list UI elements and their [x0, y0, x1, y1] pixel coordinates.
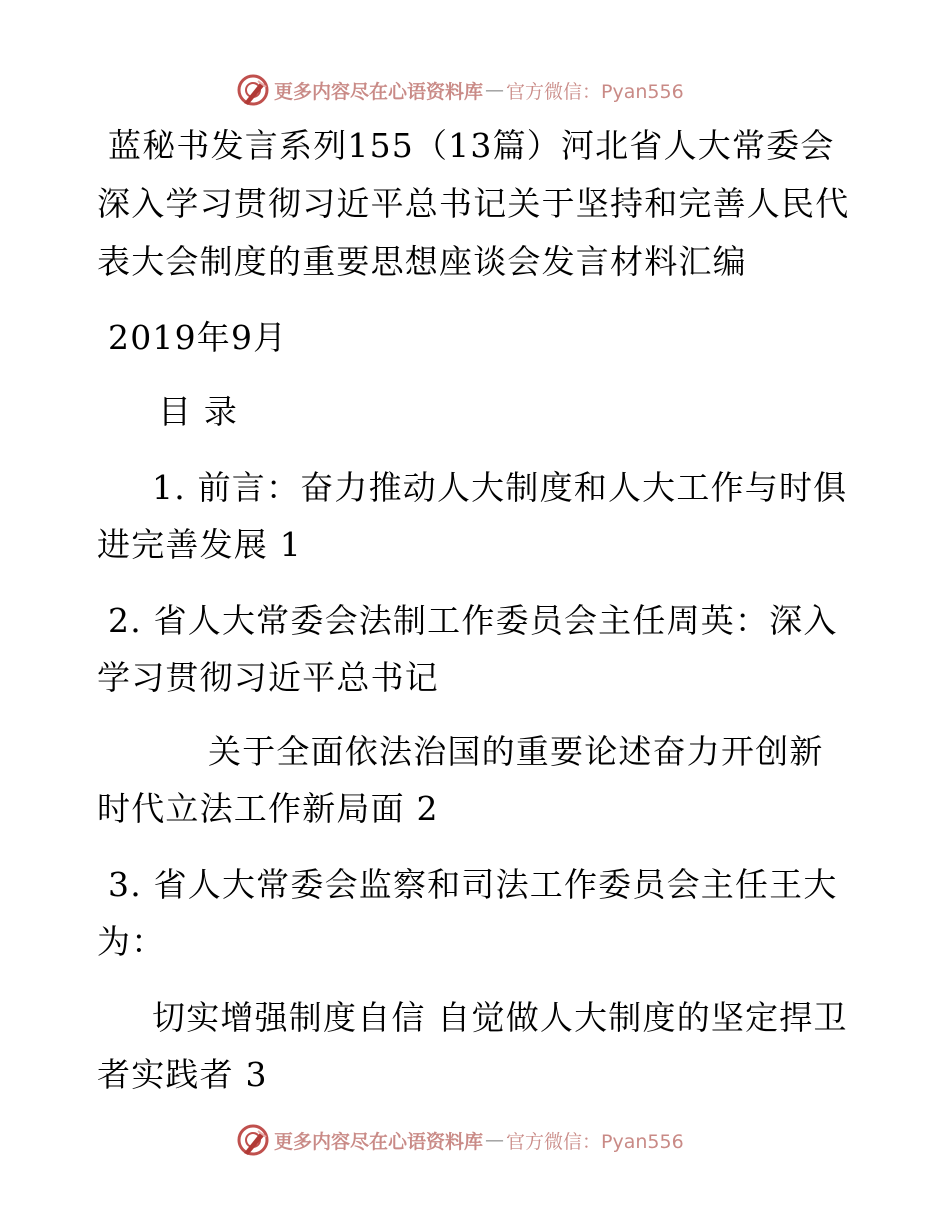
toc-item-3-line-2: 为： [97, 922, 166, 961]
watermark-footer [236, 1122, 684, 1158]
toc-item-3-line-3: 切实增强制度自信 自觉做人大制度的坚定捍卫 [152, 998, 848, 1037]
watermark-brand: 更多内容尽在心语资料库 [274, 80, 484, 103]
watermark-separator: — [485, 1129, 505, 1151]
toc-item-2-line-3: 关于全面依法治国的重要论述奋力开创新 [208, 732, 824, 771]
watermark-contact: 官方微信：Pyan556 [506, 80, 684, 103]
toc-heading: 目 录 [158, 392, 239, 431]
watermark-brand: 更多内容尽在心语资料库 [274, 1130, 484, 1153]
doc-title-line-1: 蓝秘书发言系列155（13篇）河北省人大常委会 [108, 126, 835, 165]
toc-item-1-line-1: 1. 前言：奋力推动人大制度和人大工作与时俱 [152, 468, 848, 507]
toc-item-1-line-2: 进完善发展 1 [97, 525, 302, 564]
toc-item-2-line-2: 学习贯彻习近平总书记 [97, 658, 439, 697]
toc-item-2-line-1: 2. 省人大常委会法制工作委员会主任周英：深入 [108, 601, 838, 640]
watermark-separator: — [485, 79, 505, 101]
doc-title-line-2: 深入学习贯彻习近平总书记关于坚持和完善人民代 [97, 184, 850, 223]
toc-item-3-line-1: 3. 省人大常委会监察和司法工作委员会主任王大 [108, 865, 838, 904]
doc-date: 2019年9月 [108, 318, 288, 357]
watermark-contact: 官方微信：Pyan556 [506, 1130, 684, 1153]
pen-logo-icon [236, 73, 270, 107]
doc-title-line-3: 表大会制度的重要思想座谈会发言材料汇编 [97, 242, 747, 281]
pen-logo-icon [236, 1123, 270, 1157]
toc-item-2-line-4: 时代立法工作新局面 2 [97, 789, 439, 828]
watermark-header [236, 72, 684, 108]
toc-item-3-line-4: 者实践者 3 [97, 1055, 268, 1094]
